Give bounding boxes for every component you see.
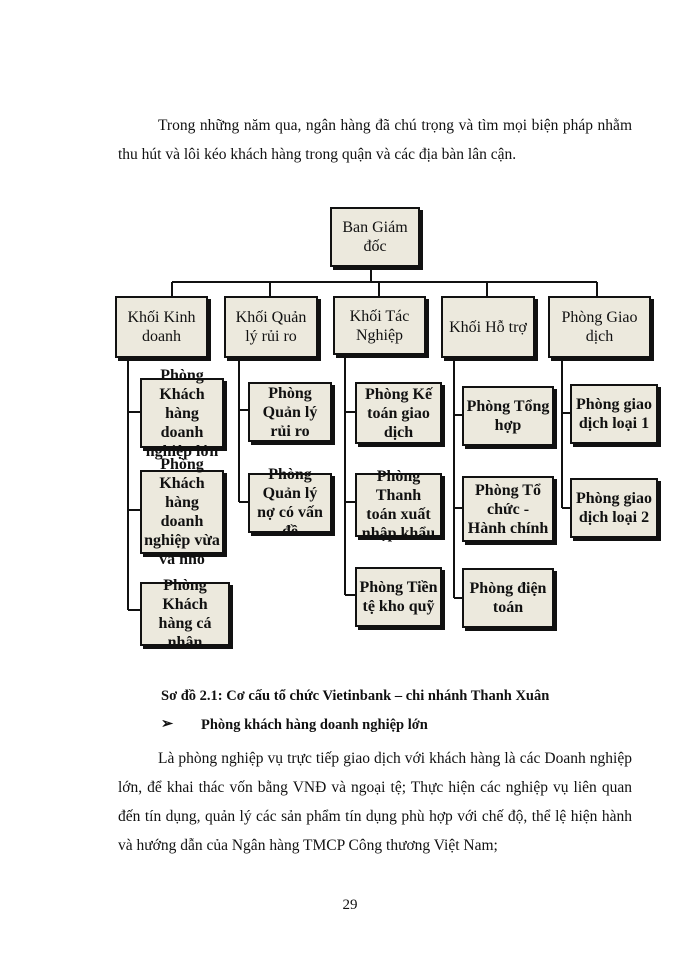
org-unit-box: Phòng Kế toán giao dịch — [355, 382, 442, 444]
arrow-bullet-icon: ➢ — [161, 716, 174, 732]
body-paragraph: Là phòng nghiệp vụ trực tiếp giao dịch với khách hàng là các Doanh nghiệp lớn, để khai thác vốn bằng VNĐ và ngoại tệ; Thực hiện các nghiệp vụ liên quan đến tín dụng, quản lý các sản phẩm tín dụng phù hợp với chế độ, thể lệ hiện hành và hướng dẫn của Ngân hàng TMCP Công thương Việt Nam; — [118, 750, 632, 854]
org-unit-box: Phòng Khách hàng doanh nghiệp vừa và nhỏ — [140, 470, 224, 554]
org-unit-box: Phòng Tổng hợp — [462, 386, 554, 446]
intro-paragraph: Trong những năm qua, ngân hàng đã chú trọng và tìm mọi biện pháp nhằm thu hút và lôi kéo khách hàng trong quận và các địa bàn lân cận. — [118, 117, 632, 163]
org-unit-box: Phòng Tiền tệ kho quỹ — [355, 567, 442, 627]
org-unit-box: Phòng Quản lý rủi ro — [248, 382, 332, 442]
chart-caption: Sơ đồ 2.1: Cơ cấu tổ chức Vietinbank – chi nhánh Thanh Xuân — [161, 688, 550, 704]
org-unit-box: Phòng Quản lý nợ có vấn đề — [248, 473, 332, 533]
page-number: 29 — [342, 897, 358, 913]
org-division-box: Phòng Giao dịch — [548, 296, 651, 358]
org-division-box: Khối Kinh doanh — [115, 296, 208, 358]
org-unit-box: Phòng Khách hàng doanh nghiệp lớn — [140, 378, 224, 448]
org-unit-box: Phòng giao dịch loại 1 — [570, 384, 658, 444]
org-unit-box: Phòng giao dịch loại 2 — [570, 478, 658, 538]
org-unit-box: Phòng Thanh toán xuất nhập khẩu — [355, 473, 442, 537]
org-division-box: Khối Quản lý rủi ro — [224, 296, 318, 358]
section-heading: Phòng khách hàng doanh nghiệp lớn — [201, 717, 428, 733]
org-division-box: Khối Hỗ trợ — [441, 296, 535, 358]
org-root-box: Ban Giám đốc — [330, 207, 420, 267]
org-unit-box: Phòng Khách hàng cá nhân — [140, 582, 230, 646]
org-division-box: Khối Tác Nghiệp — [333, 296, 426, 355]
org-unit-box: Phòng Tổ chức - Hành chính — [462, 476, 554, 542]
org-unit-box: Phòng điện toán — [462, 568, 554, 628]
